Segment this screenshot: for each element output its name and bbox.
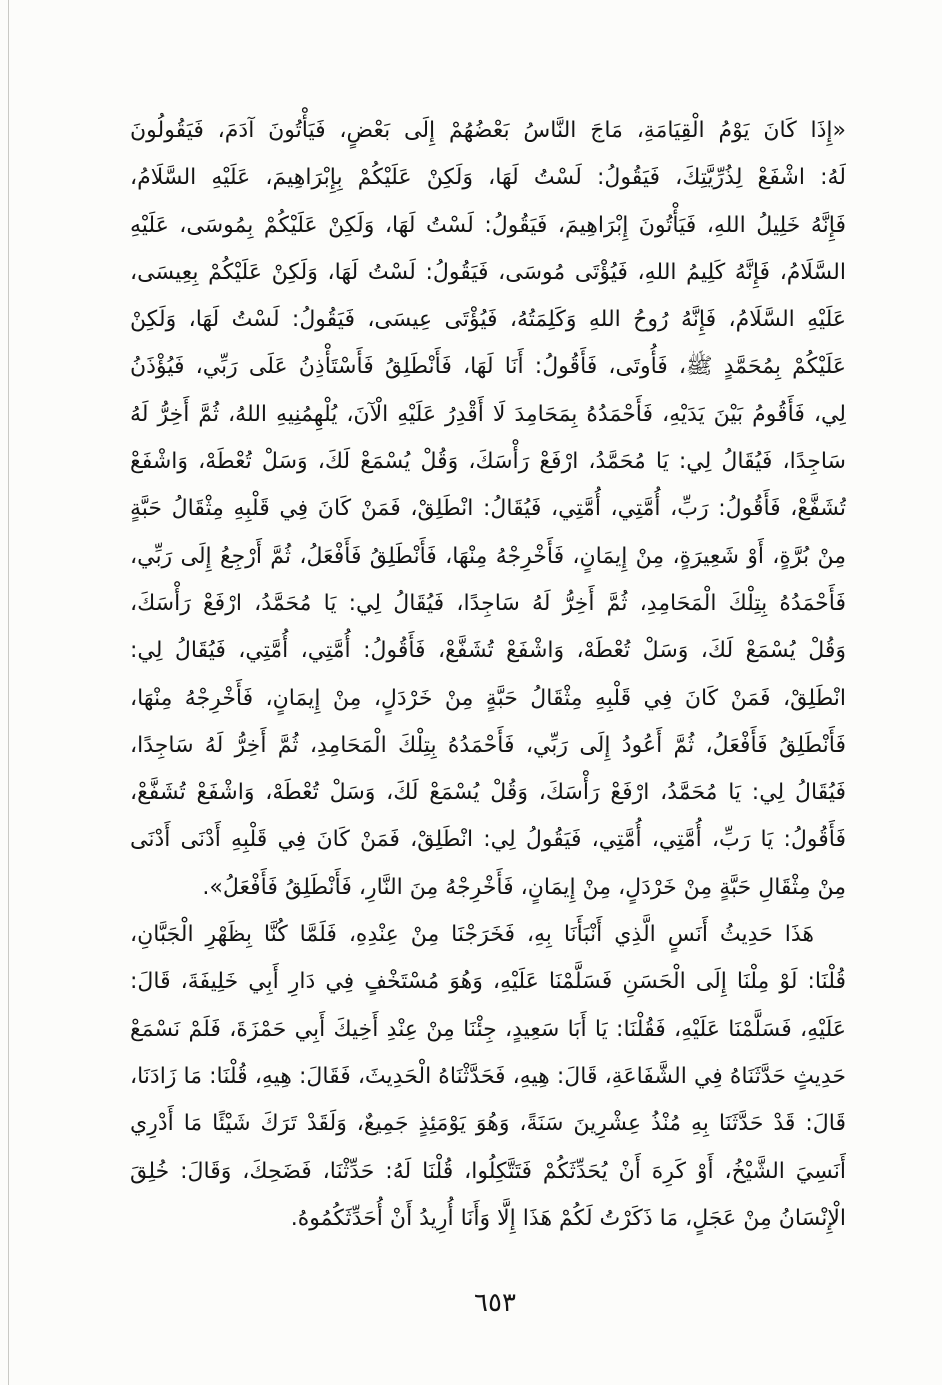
text-line: الْإِنْسَانُ مِنْ عَجَلٍ، مَا ذَكَرْتُ لَكُمْ هَذَا إِلَّا وَأَنَا أُرِيدُ أَنْ أُحَدِّثَكُمُوهُ. bbox=[290, 1205, 846, 1231]
text-line: هَذَا حَدِيثُ أَنَسٍ الَّذِي أَنْبَأَنَا بِهِ، فَخَرَجْنَا مِنْ عِنْدِهِ، فَلَمَّا كُنَّا بِظَهْرِ الْجَبَّانِ، bbox=[130, 922, 814, 948]
text-line: تُشَفَّعْ، فَأَقُولُ: رَبِّ، أُمَّتِي، أُمَّتِي، فَيُقَالُ: انْطَلِقْ، فَمَنْ كَانَ فِي قَلْبِهِ مِثْقَالُ حَبَّةٍ bbox=[130, 496, 846, 522]
text-line: السَّلَامُ، فَإِنَّهُ كَلِيمُ اللهِ، فَيُؤْتَى مُوسَى، فَيَقُولُ: لَسْتُ لَهَا، وَلَكِنْ عَلَيْكُمْ بِعِيسَى، bbox=[130, 259, 846, 285]
text-line: «إِذَا كَانَ يَوْمُ الْقِيَامَةِ، مَاجَ النَّاسُ بَعْضُهُمْ إِلَى بَعْضٍ، فَيَأْتُونَ آدَمَ، فَيَقُولُونَ bbox=[130, 118, 846, 143]
text-line: قَالَ: قَدْ حَدَّثَنَا بِهِ مُنْذُ عِشْرِينَ سَنَةً، وَهُوَ يَوْمَئِذٍ جَمِيعٌ، وَلَقَدْ تَرَكَ شَيْئًا مَا أَدْرِي bbox=[130, 1111, 846, 1137]
page-body bbox=[130, 107, 846, 1242]
text-line: مِنْ مِثْقَالِ حَبَّةٍ مِنْ خَرْدَلٍ، مِنْ إِيمَانٍ، فَأَخْرِجْهُ مِنَ النَّارِ، فَأَنْطَلِقُ فَأَفْعَلُ». bbox=[202, 874, 846, 900]
text-line: فَأَنْطَلِقُ فَأَفْعَلُ، ثُمَّ أَعُودُ إِلَى رَبِّي، فَأَحْمَدُهُ بِتِلْكَ الْمَحَامِدِ، ثُمَّ أَخِرُّ لَهُ سَاجِدًا، bbox=[130, 732, 846, 758]
text-line: سَاجِدًا، فَيُقَالُ لِي: يَا مُحَمَّدُ، ارْفَعْ رَأْسَكَ، وَقُلْ يُسْمَعْ لَكَ، وَسَلْ تُعْطَهْ، وَاشْفَعْ bbox=[130, 449, 846, 475]
text-line: عَلَيْهِ، فَسَلَّمْنَا عَلَيْهِ، فَقُلْنَا: يَا أَبَا سَعِيدٍ، جِئْنَا مِنْ عِنْدِ أَخِيكَ أَبِي حَمْزَةَ، فَلَمْ نَسْمَعْ bbox=[130, 1016, 846, 1042]
text-line: وَقُلْ يُسْمَعْ لَكَ، وَسَلْ تُعْطَهْ، وَاشْفَعْ تُشَفَّعْ، فَأَقُولُ: أُمَّتِي، أُمَّتِي، فَيُقَالُ لِي: bbox=[130, 638, 846, 664]
hadith-paragraph bbox=[130, 107, 846, 911]
text-line: انْطَلِقْ، فَمَنْ كَانَ فِي قَلْبِهِ مِثْقَالُ حَبَّةٍ مِنْ خَرْدَلٍ، مِنْ إِيمَانٍ، فَأَخْرِجْهُ مِنْهَا، bbox=[130, 685, 846, 711]
text-line: قُلْنَا: لَوْ مِلْنَا إِلَى الْحَسَنِ فَسَلَّمْنَا عَلَيْهِ، وَهُوَ مُسْتَخْفٍ فِي دَارِ أَبِي خَلِيفَةَ، قَالَ: bbox=[130, 969, 846, 995]
page-number: ٦٥٣ bbox=[474, 1288, 516, 1318]
text-line: مِنْ بُرَّةٍ، أَوْ شَعِيرَةٍ، مِنْ إِيمَانٍ، فَأَخْرِجْهُ مِنْهَا، فَأَنْطَلِقُ فَأَفْعَلُ، ثُمَّ أَرْجِعُ إِلَى رَبِّي، bbox=[130, 543, 846, 569]
narration-paragraph bbox=[130, 911, 846, 1242]
text-line: عَلَيْكُمْ بِمُحَمَّدٍ ﷺ، فَأُوتَى، فَأَقُولُ: أَنَا لَهَا، فَأَنْطَلِقُ فَأَسْتَأْذِنُ عَلَى رَبِّي، فَيُؤْذَنُ bbox=[130, 354, 846, 380]
text-line: فَيُقَالُ لِي: يَا مُحَمَّدُ، ارْفَعْ رَأْسَكَ، وَقُلْ يُسْمَعْ لَكَ، وَسَلْ تُعْطَهْ، وَاشْفَعْ تُشَفَّعْ، bbox=[130, 780, 846, 806]
text-line: أَنَسِيَ الشَّيْخُ، أَوْ كَرِهَ أَنْ يُحَدِّثَكُمْ فَتَتَّكِلُوا، قُلْنَا لَهُ: حَدِّثْنَا، فَضَحِكَ، وَقَالَ: خُلِقَ bbox=[130, 1158, 846, 1184]
text-line: فَأَقُولُ: يَا رَبِّ، أُمَّتِي، أُمَّتِي، فَيَقُولُ لِي: انْطَلِقْ، فَمَنْ كَانَ فِي قَلْبِهِ أَدْنَى أَدْنَى bbox=[130, 827, 846, 853]
text-line: حَدِيثٍ حَدَّثَنَاهُ فِي الشَّفَاعَةِ، قَالَ: هِيهِ، فَحَدَّثْنَاهُ الْحَدِيثَ، فَقَالَ: هِيهِ، قُلْنَا: مَا زَادَنَا، bbox=[130, 1063, 846, 1089]
text-line: عَلَيْهِ السَّلَامُ، فَإِنَّهُ رُوحُ اللهِ وَكَلِمَتُهُ، فَيُؤْتَى عِيسَى، فَيَقُولُ: لَسْتُ لَهَا، وَلَكِنْ bbox=[130, 307, 846, 333]
text-line: فَإِنَّهُ خَلِيلُ اللهِ، فَيَأْتُونَ إِبْرَاهِيمَ، فَيَقُولُ: لَسْتُ لَهَا، وَلَكِنْ عَلَيْكُمْ بِمُوسَى، عَلَيْهِ bbox=[130, 212, 846, 238]
scan-edge-line bbox=[8, 0, 9, 1385]
text-line: لِي، فَأَقُومُ بَيْنَ يَدَيْهِ، فَأَحْمَدُهُ بِمَحَامِدَ لَا أَقْدِرُ عَلَيْهِ الْآنَ، يُلْهِمُنِيهِ اللهُ، ثُمَّ أَخِرُّ لَهُ bbox=[130, 401, 846, 427]
text-line: فَأَحْمَدُهُ بِتِلْكَ الْمَحَامِدِ، ثُمَّ أَخِرُّ لَهُ سَاجِدًا، فَيُقَالُ لِي: يَا مُحَمَّدُ، ارْفَعْ رَأْسَكَ، bbox=[130, 590, 846, 616]
text-line: لَهُ: اشْفَعْ لِذُرِّيَّتِكَ، فَيَقُولُ: لَسْتُ لَهَا، وَلَكِنْ عَلَيْكُمْ بِإِبْرَاهِيمَ، عَلَيْهِ السَّلَامُ، bbox=[130, 165, 846, 191]
